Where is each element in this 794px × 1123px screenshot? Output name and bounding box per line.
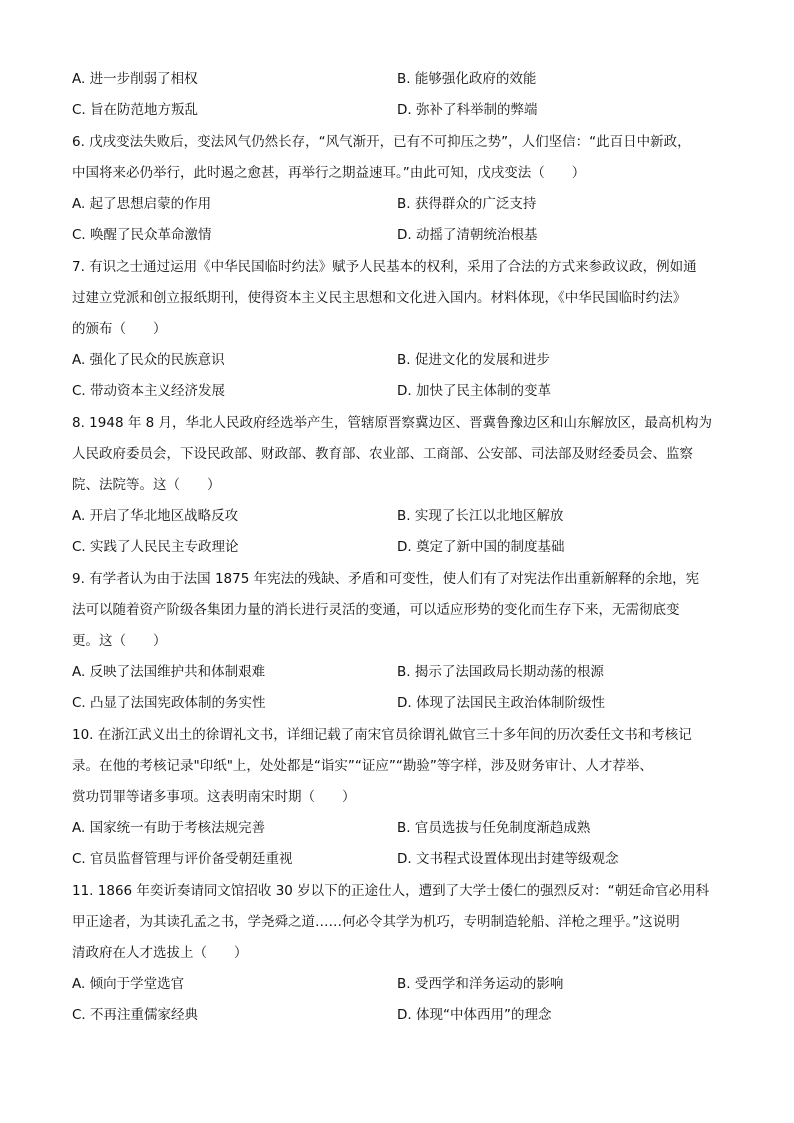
q7-option-d[interactable]: D. 加快了民主体制的变革 [397, 383, 551, 399]
q8-option-a[interactable]: A. 开启了华北地区战略反攻 [72, 508, 239, 524]
q11-stem-line-1: 11. 1866 年奕䜣奏请同文馆招收 30 岁以下的正途仕人，遭到了大学士倭仁的强烈反对：“朝廷命官必用科 [72, 883, 710, 899]
q10-stem-line-3: 赏功罚罪等诸多事项。这表明南宋时期（ ） [72, 789, 356, 805]
q9-option-a[interactable]: A. 反映了法国维护共和体制艰难 [72, 664, 266, 680]
q5-option-d[interactable]: D. 弥补了科举制的弊端 [397, 102, 538, 118]
q10-stem-line-1: 10. 在浙江武义出土的徐谓礼文书，详细记载了南宋官员徐谓礼做官三十多年间的历次委任文书和考核记 [72, 727, 692, 743]
q10-options [0, 816, 794, 878]
q11-stem-line-3: 清政府在人才选拔上（ ） [72, 945, 248, 961]
q6-stem-line-2: 中国将来必仍举行，此时遏之愈甚，再举行之期益速耳。”由此可知，戊戌变法（ ） [72, 165, 586, 181]
q11-option-d[interactable]: D. 体现“中体西用”的理念 [397, 1007, 552, 1023]
q11-option-c[interactable]: C. 不再注重儒家经典 [72, 1007, 199, 1023]
q10-option-c[interactable]: C. 官员监督管理与评价备受朝廷重视 [72, 851, 293, 867]
q9-stem-line-2: 法可以随着资产阶级各集团力量的消长进行灵活的变通，可以适应形势的变化而生存下来，无需彻底变 [72, 602, 680, 618]
q7-options [0, 348, 794, 410]
q10-stem-line-2: 录。在他的考核记录"印纸"上，处处都是“诣实”“证应”“勘验”等字样，涉及财务审计、人才荐举、 [72, 758, 653, 774]
q6-stem-line-1: 6. 戊戌变法失败后，变法风气仍然长存，“风气渐开，已有不可抑压之势”，人们坚信：“此百日中新政， [72, 134, 691, 150]
q11-options [0, 972, 794, 1034]
q8-option-c[interactable]: C. 实践了人民民主专政理论 [72, 539, 239, 555]
q11-option-a[interactable]: A. 倾向于学堂选官 [72, 976, 185, 992]
q8-stem-line-3: 院、法院等。这（ ） [72, 477, 221, 493]
q9-option-d[interactable]: D. 体现了法国民主政治体制阶级性 [397, 695, 605, 711]
q11-option-b[interactable]: B. 受西学和洋务运动的影响 [397, 976, 564, 992]
q6-option-a[interactable]: A. 起了思想启蒙的作用 [72, 196, 212, 212]
q7-option-c[interactable]: C. 带动资本主义经济发展 [72, 383, 226, 399]
q5-option-c[interactable]: C. 旨在防范地方叛乱 [72, 102, 199, 118]
q7-option-a[interactable]: A. 强化了民众的民族意识 [72, 352, 225, 368]
q5-option-a[interactable]: A. 进一步削弱了相权 [72, 71, 198, 87]
q9-options [0, 660, 794, 722]
q6-option-d[interactable]: D. 动摇了清朝统治根基 [397, 227, 538, 243]
q7-stem-line-3: 的颁布（ ） [72, 321, 167, 337]
q9-option-b[interactable]: B. 揭示了法国政局长期动荡的根源 [397, 664, 604, 680]
q8-option-d[interactable]: D. 奠定了新中国的制度基础 [397, 539, 565, 555]
q10-option-d[interactable]: D. 文书程式设置体现出封建等级观念 [397, 851, 619, 867]
q5-options [0, 67, 794, 129]
q11-stem-line-2: 甲正途者，为其读孔孟之书，学尧舜之道……何必令其学为机巧，专明制造轮船、洋枪之理乎。”这说明 [72, 914, 680, 930]
q9-stem-line-1: 9. 有学者认为由于法国 1875 年宪法的残缺、矛盾和可变性，使人们有了对宪法作出重新解释的余地，宪 [72, 571, 700, 587]
q8-stem-line-2: 人民政府委员会，下设民政部、财政部、教育部、农业部、工商部、公安部、司法部及财经委员会、监察 [72, 446, 693, 462]
q6-option-c[interactable]: C. 唤醒了民众革命激情 [72, 227, 212, 243]
q7-stem-line-1: 7. 有识之士通过运用《中华民国临时约法》赋予人民基本的权利，采用了合法的方式来参政议政，例如通 [72, 259, 697, 275]
q8-stem-line-1: 8. 1948 年 8 月，华北人民政府经选举产生，管辖原晋察冀边区、晋冀鲁豫边区和山东解放区，最高机构为 [72, 415, 712, 431]
q10-option-a[interactable]: A. 国家统一有助于考核法规完善 [72, 820, 266, 836]
q8-option-b[interactable]: B. 实现了长江以北地区解放 [397, 508, 564, 524]
q7-stem-line-2: 过建立党派和创立报纸期刊，使得资本主义民主思想和文化进入国内。材料体现，《中华民国临时约法》 [72, 290, 687, 306]
q6-option-b[interactable]: B. 获得群众的广泛支持 [397, 196, 537, 212]
q9-stem-line-3: 更。这（ ） [72, 633, 167, 649]
q9-option-c[interactable]: C. 凸显了法国宪政体制的务实性 [72, 695, 266, 711]
q10-option-b[interactable]: B. 官员选拔与任免制度渐趋成熟 [397, 820, 591, 836]
q8-options [0, 504, 794, 566]
q6-options [0, 192, 794, 254]
q5-option-b[interactable]: B. 能够强化政府的效能 [397, 71, 537, 87]
q7-option-b[interactable]: B. 促进文化的发展和进步 [397, 352, 550, 368]
